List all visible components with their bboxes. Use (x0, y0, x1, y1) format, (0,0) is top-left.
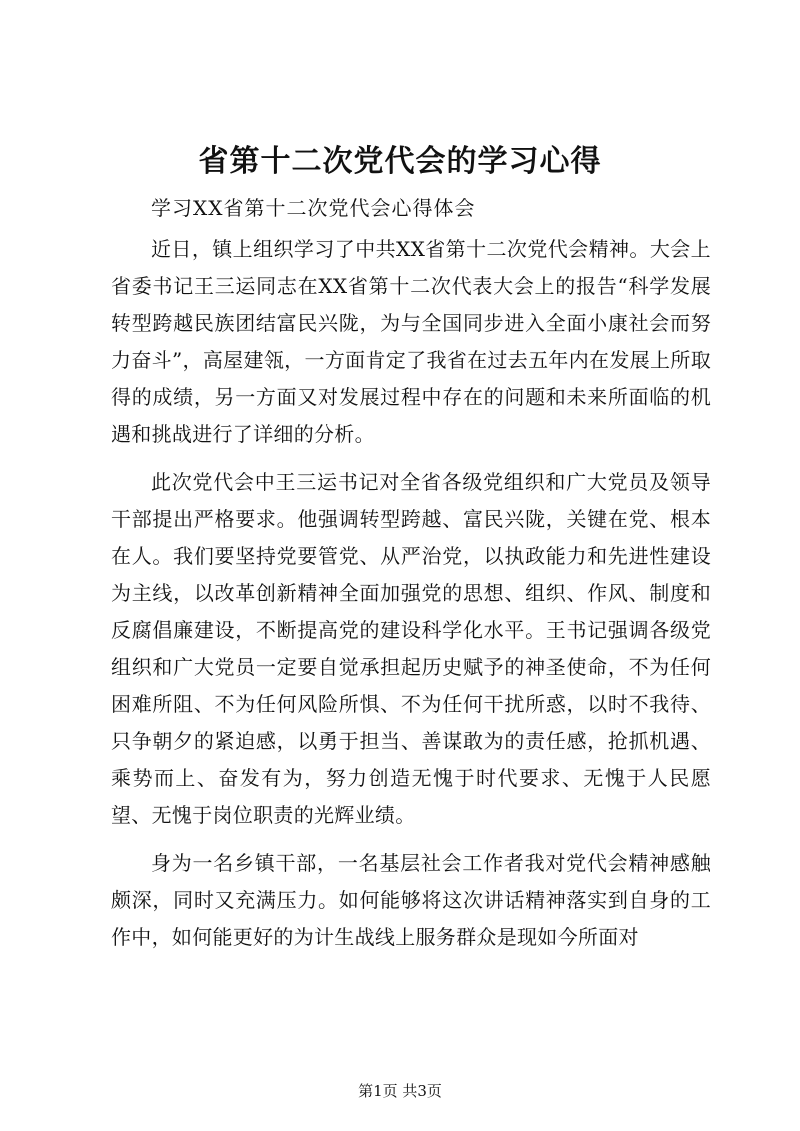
paragraph-3: 身为一名乡镇干部，一名基层社会工作者我对党代会精神感触颇深，同时又充满压力。如何能够将这次讲话精神落实到自身的工作中，如何能更好的为计生战线上服务群众是现如今所面对 (111, 851, 711, 949)
page-number-footer: 第1页 共3页 (358, 1082, 442, 1100)
paragraph-1: 近日，镇上组织学习了中共XX省第十二次党代会精神。大会上省委书记王三运同志在XX省第十二次代表大会上的报告“科学发展转型跨越民族团结富民兴陇，为与全国同步进入全面小康社会而努力奋斗”，高屋建瓴，一方面肯定了我省在过去五年内在发展上所取得的成绩，另一方面又对发展过程中存在的问题和未来所面临的机遇和挑战进行了详细的分析。 (111, 237, 711, 446)
paragraph-2: 此次党代会中王三运书记对全省各级党组织和广大党员及领导干部提出严格要求。他强调转型跨越、富民兴陇，关键在党、根本在人。我们要坚持党要管党、从严治党，以执政能力和先进性建设为主线，以改革创新精神全面加强党的思想、组织、作风、制度和反腐倡廉建设，不断提高党的建设科学化水平。王书记强调各级党组织和广大党员一定要自觉承担起历史赋予的神圣使命，不为任何困难所阻、不为任何风险所惧、不为任何干扰所惑，以时不我待、只争朝夕的紧迫感，以勇于担当、善谋敢为的责任感，抢抓机遇、乘势而上、奋发有为，努力创造无愧于时代要求、无愧于人民愿望、无愧于岗位职责的光辉业绩。 (111, 470, 711, 827)
document-subtitle: 学习XX省第十二次党代会心得体会 (151, 196, 476, 220)
document-body (111, 190, 711, 956)
document-title: 省第十二次党代会的学习心得 (198, 144, 602, 179)
